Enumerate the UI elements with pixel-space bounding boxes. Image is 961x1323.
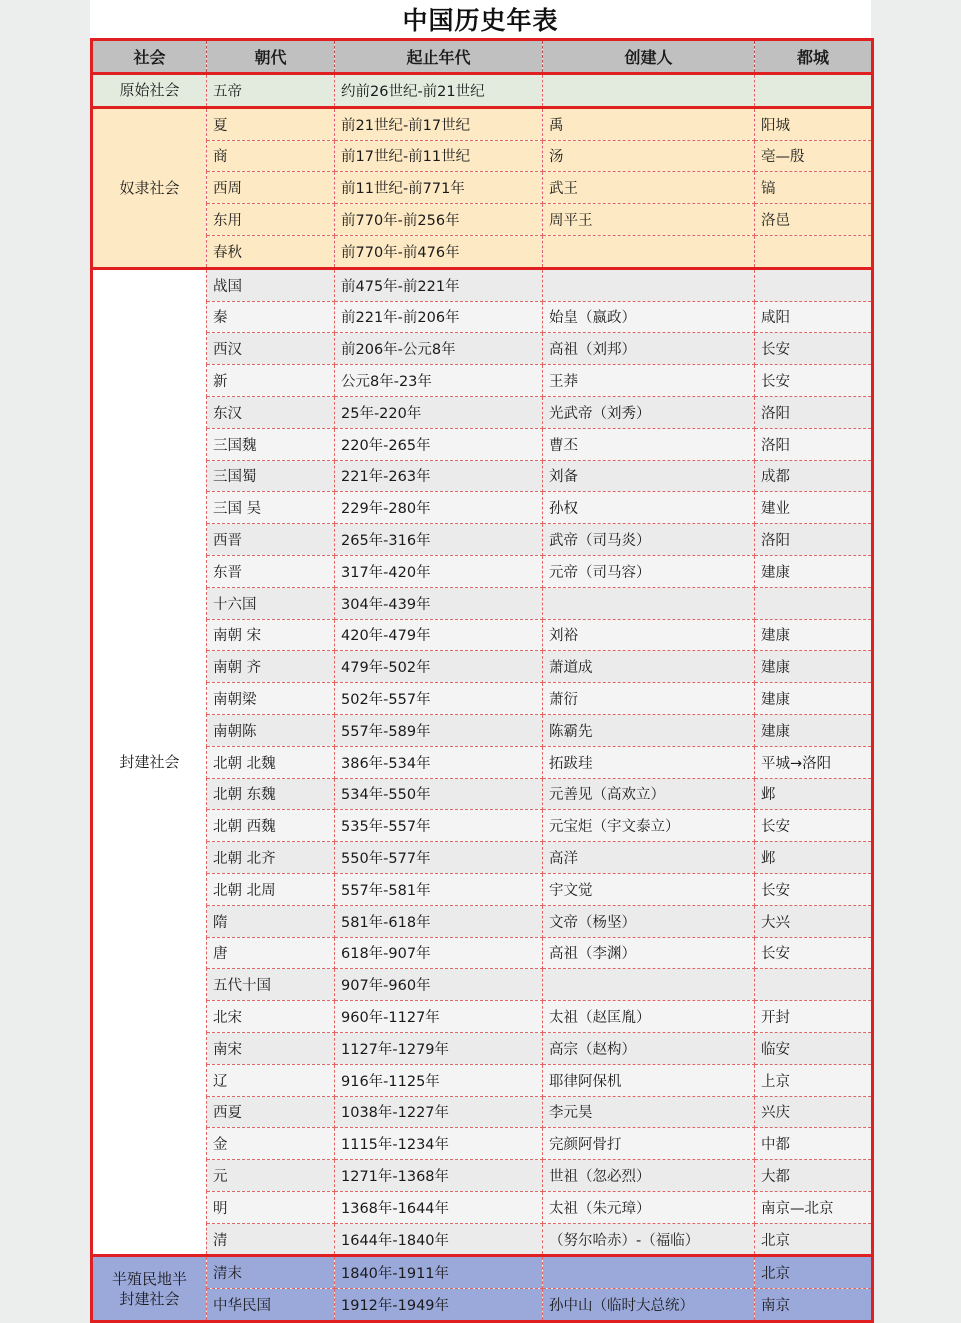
- table-row: [92, 555, 873, 587]
- society-cell: [92, 74, 207, 108]
- capital-cell: 洛邑: [755, 204, 873, 236]
- founder-cell: [543, 268, 755, 301]
- founder-cell: 文帝（杨坚）: [543, 905, 755, 937]
- society-cell: [92, 1256, 207, 1322]
- founder-cell: [543, 1256, 755, 1289]
- capital-cell: 咸阳: [755, 301, 873, 333]
- dynasty-cell: 南宋: [207, 1032, 335, 1064]
- founder-cell: [543, 74, 755, 108]
- founder-cell: 刘备: [543, 460, 755, 492]
- dynasty-cell: 三国 吴: [207, 492, 335, 524]
- capital-cell: 长安: [755, 937, 873, 969]
- society-label-line: 封建社会: [119, 1289, 180, 1308]
- table-row: [92, 460, 873, 492]
- period-cell: 960年-1127年: [335, 1001, 543, 1033]
- table-row: [92, 905, 873, 937]
- dynasty-cell: 五帝: [207, 74, 335, 108]
- capital-cell: 洛阳: [755, 428, 873, 460]
- capital-cell: [755, 969, 873, 1001]
- table-row: [92, 1032, 873, 1064]
- table-row: [92, 204, 873, 236]
- period-cell: 1840年-1911年: [335, 1256, 543, 1289]
- table-row: [92, 937, 873, 969]
- capital-cell: 兴庆: [755, 1096, 873, 1128]
- dynasty-cell: 中华民国: [207, 1289, 335, 1322]
- table-row: [92, 1128, 873, 1160]
- dynasty-cell: 北朝 北魏: [207, 746, 335, 778]
- table-row: [92, 333, 873, 365]
- period-cell: 前770年-前256年: [335, 204, 543, 236]
- capital-cell: 大都: [755, 1160, 873, 1192]
- dynasty-cell: 辽: [207, 1064, 335, 1096]
- table-row: [92, 969, 873, 1001]
- dynasty-cell: 夏: [207, 107, 335, 140]
- dynasty-cell: 南朝 宋: [207, 619, 335, 651]
- table-row: [92, 714, 873, 746]
- table-row: [92, 619, 873, 651]
- dynasty-cell: 南朝梁: [207, 683, 335, 715]
- dynasty-cell: 西晋: [207, 524, 335, 556]
- period-cell: 1038年-1227年: [335, 1096, 543, 1128]
- dynasty-cell: 五代十国: [207, 969, 335, 1001]
- dynasty-cell: 战国: [207, 268, 335, 301]
- period-cell: 581年-618年: [335, 905, 543, 937]
- founder-cell: 太祖（赵匡胤）: [543, 1001, 755, 1033]
- founder-cell: 高洋: [543, 842, 755, 874]
- period-cell: 386年-534年: [335, 746, 543, 778]
- table-body: [92, 40, 873, 1322]
- founder-cell: 曹丕: [543, 428, 755, 460]
- period-cell: 916年-1125年: [335, 1064, 543, 1096]
- founder-cell: （努尔哈赤）-（福临）: [543, 1223, 755, 1256]
- table-row: [92, 492, 873, 524]
- founder-cell: 高祖（刘邦）: [543, 333, 755, 365]
- founder-cell: [543, 969, 755, 1001]
- dynasty-cell: 清末: [207, 1256, 335, 1289]
- table-row: [92, 140, 873, 172]
- table-row: [92, 587, 873, 619]
- dynasty-cell: 元: [207, 1160, 335, 1192]
- dynasty-cell: 新: [207, 365, 335, 397]
- period-cell: 534年-550年: [335, 778, 543, 810]
- table-row: [92, 268, 873, 301]
- society-label-line: 原始社会: [119, 81, 180, 100]
- capital-cell: 长安: [755, 365, 873, 397]
- table-row: [92, 1223, 873, 1256]
- capital-cell: 镐: [755, 172, 873, 204]
- founder-cell: 李元昊: [543, 1096, 755, 1128]
- founder-cell: 王莽: [543, 365, 755, 397]
- table-row: [92, 1191, 873, 1223]
- page-canvas: [90, 0, 871, 1315]
- capital-cell: [755, 268, 873, 301]
- capital-cell: 邺: [755, 842, 873, 874]
- period-cell: 907年-960年: [335, 969, 543, 1001]
- capital-cell: 建康: [755, 683, 873, 715]
- dynasty-cell: 南朝陈: [207, 714, 335, 746]
- capital-cell: 南京—北京: [755, 1191, 873, 1223]
- founder-cell: 拓跋珪: [543, 746, 755, 778]
- column-header-3: 创建人: [543, 40, 755, 74]
- founder-cell: 元善见（高欢立）: [543, 778, 755, 810]
- capital-cell: 建康: [755, 651, 873, 683]
- dynasty-cell: 秦: [207, 301, 335, 333]
- capital-cell: 南京: [755, 1289, 873, 1322]
- dynasty-cell: 唐: [207, 937, 335, 969]
- period-cell: 前770年-前476年: [335, 235, 543, 268]
- table-row: [92, 1096, 873, 1128]
- capital-cell: 成都: [755, 460, 873, 492]
- period-cell: 1127年-1279年: [335, 1032, 543, 1064]
- founder-cell: 孙权: [543, 492, 755, 524]
- capital-cell: 亳—殷: [755, 140, 873, 172]
- dynasty-cell: 北朝 西魏: [207, 810, 335, 842]
- table-row: [92, 1160, 873, 1192]
- period-cell: 535年-557年: [335, 810, 543, 842]
- period-cell: 约前26世纪-前21世纪: [335, 74, 543, 108]
- title-bar: [90, 0, 871, 38]
- column-header-1: 朝代: [207, 40, 335, 74]
- table-row: [92, 74, 873, 108]
- capital-cell: 北京: [755, 1223, 873, 1256]
- capital-cell: 洛阳: [755, 396, 873, 428]
- period-cell: 1115年-1234年: [335, 1128, 543, 1160]
- table-row: [92, 301, 873, 333]
- period-cell: 420年-479年: [335, 619, 543, 651]
- dynasty-cell: 南朝 齐: [207, 651, 335, 683]
- table-row: [92, 1064, 873, 1096]
- founder-cell: 刘裕: [543, 619, 755, 651]
- capital-cell: 建康: [755, 555, 873, 587]
- founder-cell: 周平王: [543, 204, 755, 236]
- column-header-0: 社会: [92, 40, 207, 74]
- capital-cell: [755, 587, 873, 619]
- table-row: [92, 873, 873, 905]
- capital-cell: 开封: [755, 1001, 873, 1033]
- dynasty-cell: 隋: [207, 905, 335, 937]
- table-row: [92, 1001, 873, 1033]
- founder-cell: 萧衍: [543, 683, 755, 715]
- capital-cell: 中都: [755, 1128, 873, 1160]
- capital-cell: 长安: [755, 810, 873, 842]
- table-row: [92, 810, 873, 842]
- founder-cell: 元宝炬（宇文泰立）: [543, 810, 755, 842]
- capital-cell: 上京: [755, 1064, 873, 1096]
- table-row: [92, 428, 873, 460]
- capital-cell: 北京: [755, 1256, 873, 1289]
- founder-cell: 始皇（嬴政）: [543, 301, 755, 333]
- founder-cell: 太祖（朱元璋）: [543, 1191, 755, 1223]
- period-cell: 221年-263年: [335, 460, 543, 492]
- capital-cell: 邺: [755, 778, 873, 810]
- period-cell: 317年-420年: [335, 555, 543, 587]
- founder-cell: 武王: [543, 172, 755, 204]
- founder-cell: 宇文觉: [543, 873, 755, 905]
- period-cell: 229年-280年: [335, 492, 543, 524]
- table-row: [92, 746, 873, 778]
- founder-cell: 陈霸先: [543, 714, 755, 746]
- period-cell: 公元8年-23年: [335, 365, 543, 397]
- dynasty-cell: 春秋: [207, 235, 335, 268]
- capital-cell: 建业: [755, 492, 873, 524]
- period-cell: 1644年-1840年: [335, 1223, 543, 1256]
- period-cell: 1912年-1949年: [335, 1289, 543, 1322]
- period-cell: 1368年-1644年: [335, 1191, 543, 1223]
- founder-cell: 光武帝（刘秀）: [543, 396, 755, 428]
- society-cell: [92, 268, 207, 1256]
- capital-cell: 长安: [755, 873, 873, 905]
- dynasty-cell: 金: [207, 1128, 335, 1160]
- table-row: [92, 1256, 873, 1289]
- dynasty-cell: 三国蜀: [207, 460, 335, 492]
- period-cell: 前11世纪-前771年: [335, 172, 543, 204]
- capital-cell: 长安: [755, 333, 873, 365]
- founder-cell: 萧道成: [543, 651, 755, 683]
- dynasty-cell: 三国魏: [207, 428, 335, 460]
- founder-cell: 武帝（司马炎）: [543, 524, 755, 556]
- capital-cell: 洛阳: [755, 524, 873, 556]
- period-cell: 前17世纪-前11世纪: [335, 140, 543, 172]
- table-row: [92, 524, 873, 556]
- dynasty-cell: 明: [207, 1191, 335, 1223]
- column-header-4: 都城: [755, 40, 873, 74]
- founder-cell: 完颜阿骨打: [543, 1128, 755, 1160]
- table-header-row: [92, 40, 873, 74]
- capital-cell: 大兴: [755, 905, 873, 937]
- dynasty-cell: 东晋: [207, 555, 335, 587]
- dynasty-cell: 西汉: [207, 333, 335, 365]
- table-row: [92, 1289, 873, 1322]
- period-cell: 265年-316年: [335, 524, 543, 556]
- dynasty-cell: 西夏: [207, 1096, 335, 1128]
- table-row: [92, 235, 873, 268]
- period-cell: 502年-557年: [335, 683, 543, 715]
- society-label-line: 封建社会: [119, 753, 180, 771]
- founder-cell: 元帝（司马容）: [543, 555, 755, 587]
- dynasty-cell: 商: [207, 140, 335, 172]
- period-cell: 1271年-1368年: [335, 1160, 543, 1192]
- period-cell: 前475年-前221年: [335, 268, 543, 301]
- capital-cell: [755, 74, 873, 108]
- founder-cell: 高宗（赵构）: [543, 1032, 755, 1064]
- table-row: [92, 172, 873, 204]
- society-label-line: 半殖民地半: [111, 1269, 187, 1288]
- period-cell: 前221年-前206年: [335, 301, 543, 333]
- period-cell: 304年-439年: [335, 587, 543, 619]
- period-cell: 479年-502年: [335, 651, 543, 683]
- dynasty-cell: 北朝 北周: [207, 873, 335, 905]
- period-cell: 557年-581年: [335, 873, 543, 905]
- founder-cell: 耶律阿保机: [543, 1064, 755, 1096]
- dynasty-cell: 东汉: [207, 396, 335, 428]
- period-cell: 前21世纪-前17世纪: [335, 107, 543, 140]
- period-cell: 25年-220年: [335, 396, 543, 428]
- founder-cell: 孙中山（临时大总统）: [543, 1289, 755, 1322]
- founder-cell: 高祖（李渊）: [543, 937, 755, 969]
- dynasty-cell: 清: [207, 1223, 335, 1256]
- table-row: [92, 396, 873, 428]
- history-timeline-table: [90, 38, 874, 1323]
- capital-cell: [755, 235, 873, 268]
- dynasty-cell: 北朝 北齐: [207, 842, 335, 874]
- period-cell: 220年-265年: [335, 428, 543, 460]
- founder-cell: [543, 587, 755, 619]
- dynasty-cell: 北朝 东魏: [207, 778, 335, 810]
- capital-cell: 建康: [755, 714, 873, 746]
- capital-cell: 阳城: [755, 107, 873, 140]
- table-row: [92, 778, 873, 810]
- period-cell: 618年-907年: [335, 937, 543, 969]
- society-cell: [92, 107, 207, 268]
- founder-cell: 世祖（忽必烈）: [543, 1160, 755, 1192]
- founder-cell: 禹: [543, 107, 755, 140]
- capital-cell: 建康: [755, 619, 873, 651]
- period-cell: 前206年-公元8年: [335, 333, 543, 365]
- dynasty-cell: 北宋: [207, 1001, 335, 1033]
- table-row: [92, 683, 873, 715]
- page-title: 中国历史年表: [402, 6, 559, 35]
- period-cell: 550年-577年: [335, 842, 543, 874]
- capital-cell: 平城→洛阳: [755, 746, 873, 778]
- dynasty-cell: 十六国: [207, 587, 335, 619]
- capital-cell: 临安: [755, 1032, 873, 1064]
- table-row: [92, 842, 873, 874]
- period-cell: 557年-589年: [335, 714, 543, 746]
- table-row: [92, 365, 873, 397]
- dynasty-cell: 东用: [207, 204, 335, 236]
- table-row: [92, 107, 873, 140]
- founder-cell: [543, 235, 755, 268]
- table-row: [92, 651, 873, 683]
- society-label-line: 奴隶社会: [119, 178, 180, 197]
- founder-cell: 汤: [543, 140, 755, 172]
- dynasty-cell: 西周: [207, 172, 335, 204]
- column-header-2: 起止年代: [335, 40, 543, 74]
